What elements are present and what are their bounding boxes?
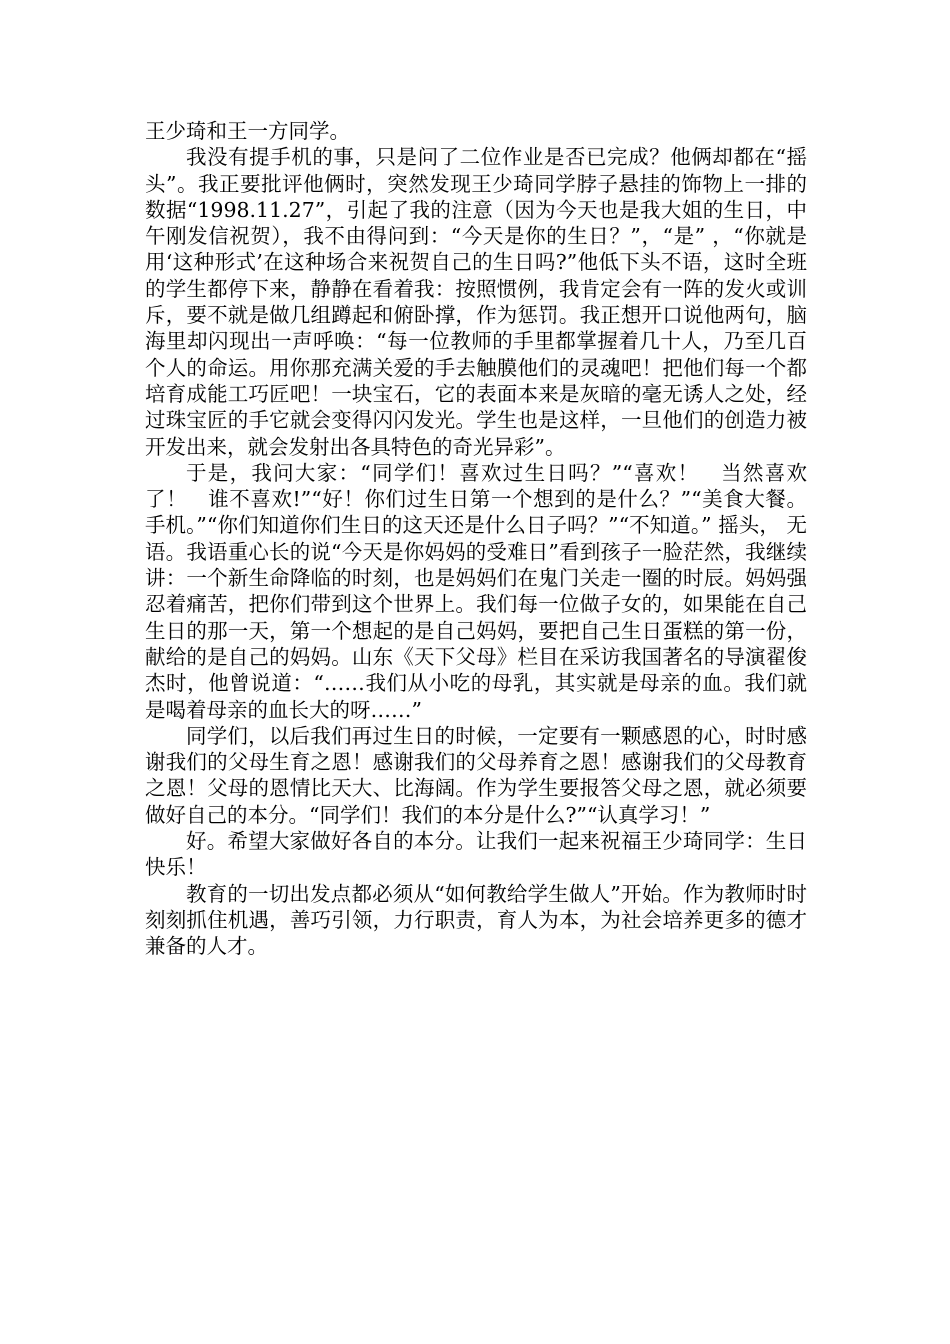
paragraph-birthday-discovery: 我没有提手机的事，只是问了二位作业是否已完成？他俩却都在“摇头”。我正要批评他俩时，突然发现王少琦同学脖子悬挂的饰物上一排的数据“1998.11.27”，引起了我的注意（因为今天也是我大姐的生日，中午刚发信祝贺），我不由得问到：“今天是你的生日？”，“是” ，“你就是用‘这种形式’在这种场合来祝贺自己的生日吗?”他低下头不语，这时全班的学生都停下来，静静在看着我：按照惯例，我肯定会有一阵的发火或训斥，要不就是做几组蹲起和俯卧撑，作为惩罚。我正想开口说他两句，脑海里却闪现出一声呼唤：“每一位教师的手里都掌握着几十人，乃至几百个人的命运。用你那充满关爱的手去触膜他们的灵魂吧！把他们每一个都培育成能工巧匠吧！一块宝石，它的表面本来是灰暗的毫无诱人之处，经过珠宝匠的手它就会变得闪闪发光。学生也是这样，一旦他们的创造力被开发出来，就会发射出各具特色的奇光异彩”。 bbox=[145, 145, 807, 459]
paragraph-continuation: 王少琦和王一方同学。 bbox=[145, 119, 350, 143]
paragraph-gratitude: 同学们，以后我们再过生日的时候，一定要有一颗感恩的心，时时感谢我们的父母生育之恩！感谢我们的父母养育之恩！感谢我们的父母教育之恩！父母的恩情比天大、比海阔。作为学生要报答父母之恩，就必须要做好自己的本分。“同学们！我们的本分是什么?”“认真学习！” bbox=[145, 723, 807, 827]
paragraph-blessing: 好。希望大家做好各自的本分。让我们一起来祝福王少琦同学：生日快乐！ bbox=[145, 829, 807, 880]
paragraph-conclusion: 教育的一切出发点都必须从“如何教给学生做人”开始。作为教师时时刻刻抓住机遇，善巧引领，力行职责，育人为本，为社会培养更多的德才兼备的人才。 bbox=[145, 881, 807, 959]
paragraph-class-dialogue: 于是，我问大家：“同学们！喜欢过生日吗？”“喜欢！ 当然喜欢了！ 谁不喜欢!”“好！你们过生日第一个想到的是什么？”“美食大餐。手机。”“你们知道你们生日的这天还是什么日子吗？”“不知道。” 摇头， 无语。我语重心长的说“今天是你妈妈的受难日”看到孩子一脸茫然，我继续讲：一个新生命降临的时刻，也是妈妈们在鬼门关走一圈的时辰。妈妈强忍着痛苦，把你们带到这个世界上。我们每一位做子女的，如果能在自己生日的那一天，第一个想起的是自己妈妈，要把自己生日蛋糕的第一份，献给的是自己的妈妈。山东《天下父母》栏目在采访我国著名的导演翟俊杰时，他曾说道：“……我们从小吃的母乳，其实就是母亲的血。我们就是喝着母亲的血长大的呀……” bbox=[145, 460, 807, 722]
document-body bbox=[145, 118, 807, 960]
